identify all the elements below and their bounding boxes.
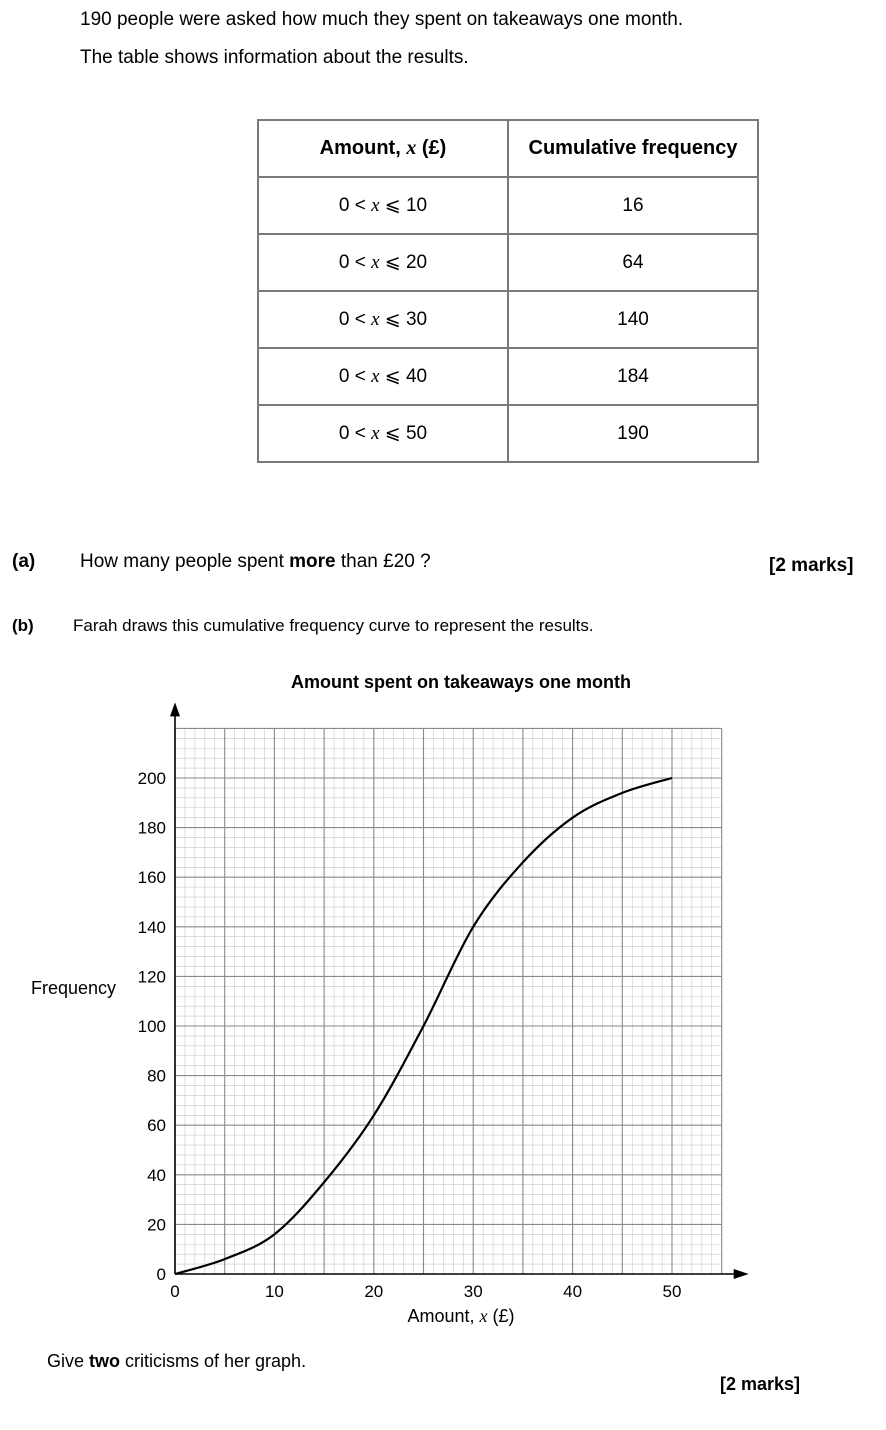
cumulative-frequency-cell: 190: [508, 405, 758, 462]
y-tick-label: 120: [137, 967, 166, 987]
y-tick-label: 100: [137, 1017, 166, 1036]
y-axis-label: Frequency: [31, 978, 117, 998]
amount-cell: 0 < x ⩽ 10: [258, 177, 508, 234]
y-tick-label: 180: [137, 818, 166, 838]
y-tick-label: 40: [147, 1165, 166, 1185]
amount-cell: 0 < x ⩽ 50: [258, 405, 508, 462]
x-tick-label: 0: [170, 1282, 180, 1301]
part-b-marks: [2 marks]: [720, 1374, 801, 1394]
amount-cell: 0 < x ⩽ 30: [258, 291, 508, 348]
x-tick-label: 30: [463, 1282, 483, 1301]
x-tick-label: 40: [563, 1282, 583, 1301]
y-tick-labels: [138, 769, 166, 1284]
table-header-row: [258, 120, 758, 177]
y-tick-label: 160: [137, 868, 166, 888]
cumulative-frequency-table: [257, 119, 759, 463]
y-axis-arrow-icon: [170, 702, 180, 716]
cumulative-frequency-cell: 184: [508, 348, 758, 405]
amount-cell: 0 < x ⩽ 20: [258, 234, 508, 291]
y-tick-label: 60: [147, 1116, 166, 1136]
cumulative-frequency-chart: [0, 660, 886, 1340]
table-row: [258, 405, 758, 462]
part-b-instruction: Give two criticisms of her graph.: [47, 1351, 307, 1371]
x-tick-label: 10: [264, 1282, 284, 1301]
x-axis-arrow-icon: [734, 1269, 749, 1279]
x-tick-label: 50: [662, 1282, 682, 1301]
cumulative-frequency-cell: 64: [508, 234, 758, 291]
part-a-marks: [2 marks]: [769, 555, 854, 576]
x-axis-label: Amount, x (£): [407, 1306, 515, 1326]
y-tick-label: 140: [137, 917, 166, 937]
cumulative-frequency-header: Cumulative frequency: [508, 120, 758, 177]
y-tick-label: 20: [147, 1215, 166, 1235]
table-row: [258, 234, 758, 291]
intro-line-2: The table shows information about the results.: [80, 47, 469, 68]
table-row: [258, 348, 758, 405]
table-row: [258, 177, 758, 234]
y-tick-label: 80: [147, 1066, 166, 1086]
part-a-label: (a): [12, 551, 36, 572]
table-row: [258, 291, 758, 348]
part-b-question: Farah draws this cumulative frequency curve to represent the results.: [73, 616, 594, 635]
intro-line-1: 190 people were asked how much they spent on takeaways one month.: [80, 9, 684, 30]
cumulative-frequency-cell: 16: [508, 177, 758, 234]
y-tick-label: 0: [156, 1265, 166, 1284]
amount-cell: 0 < x ⩽ 40: [258, 348, 508, 405]
y-tick-label: 200: [137, 769, 166, 788]
amount-header: Amount, x (£): [258, 120, 508, 177]
part-b-label: (b): [12, 616, 34, 635]
x-tick-label: 20: [364, 1282, 384, 1301]
chart-title: Amount spent on takeaways one month: [290, 672, 632, 692]
part-a-question: How many people spent more than £20 ?: [80, 551, 431, 572]
x-tick-labels: [170, 1282, 681, 1301]
cumulative-frequency-cell: 140: [508, 291, 758, 348]
grid-major: [175, 728, 722, 1274]
grid-minor: [175, 728, 722, 1274]
